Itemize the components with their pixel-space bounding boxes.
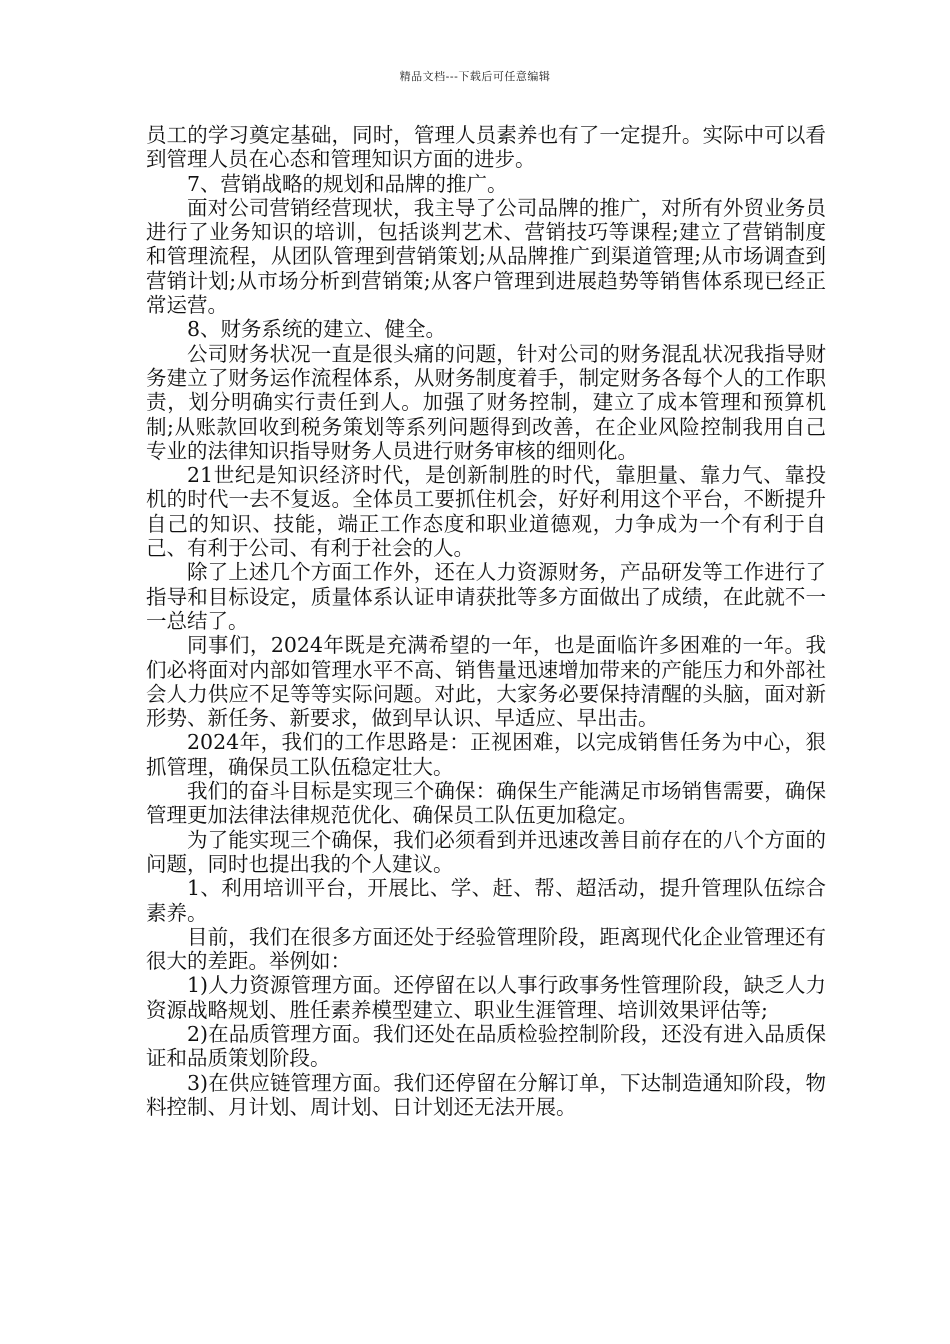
section-heading: 8、财务系统的建立、健全。 (187, 317, 447, 342)
paragraph: 同事们，2024年既是充满希望的一年，也是面临许多困难的一年。我们必将面对内部如管理水平不高、销售量迅速增加带来的产能压力和外部社会人力供应不足等等实际问题。对此，大家务必要保持清醒的头脑，面对新形势、新任务、新要求，做到早认识、早适应、早出击。 (146, 633, 826, 731)
document-body (146, 123, 826, 1119)
paragraph: 员工的学习奠定基础，同时，管理人员素养也有了一定提升。实际中可以看到管理人员在心态和管理知识方面的进步。 (146, 123, 826, 172)
paragraph: 2024年，我们的工作思路是：正视困难，以完成销售任务为中心，狠抓管理，确保员工队伍稳定壮大。 (146, 730, 826, 779)
paragraph: 除了上述几个方面工作外，还在人力资源财务，产品研发等工作进行了指导和目标设定，质量体系认证申请获批等多方面做出了成绩，在此就不一一总结了。 (146, 560, 826, 633)
page-header: 精品文档---下载后可任意编辑 (399, 70, 551, 83)
section-heading: 7、营销战略的规划和品牌的推广。 (187, 171, 508, 196)
paragraph: 我们的奋斗目标是实现三个确保：确保生产能满足市场销售需要，确保管理更加法律法律规范优化、确保员工队伍更加稳定。 (146, 779, 826, 828)
paragraph: 公司财务状况一直是很头痛的问题，针对公司的财务混乱状况我指导财务建立了财务运作流程体系，从财务制度着手，制定财务各每个人的工作职责，划分明确实行责任到人。加强了财务控制，建立了成本管理和预算机制;从账款回收到税务策划等系列问题得到改善，在企业风险控制我用自己专业的法律知识指导财务人员进行财务审核的细则化。 (146, 341, 826, 463)
paragraph: 目前，我们在很多方面还处于经验管理阶段，距离现代化企业管理还有很大的差距。举例如： (146, 924, 826, 974)
paragraph: 面对公司营销经营现状，我主导了公司品牌的推广，对所有外贸业务员进行了业务知识的培训，包括谈判艺术、营销技巧等课程;建立了营销制度和管理流程，从团队管理到营销策划;从品牌推广到渠道管理;从市场调查到营销计划;从市场分析到营销策;从客户管理到进展趋势等销售体系现已经正常运营。 (146, 195, 826, 318)
section-heading: 1、利用培训平台，开展比、学、赶、帮、超活动，提升管理队伍综合素养。 (146, 876, 826, 925)
list-item: 3)在供应链管理方面。我们还停留在分解订单，下达制造通知阶段，物料控制、月计划、周计划、日计划还无法开展。 (146, 1070, 826, 1119)
list-item: 1)人力资源管理方面。还停留在以人事行政事务性管理阶段，缺乏人力资源战略规划、胜任素养模型建立、职业生涯管理、培训效果评估等; (146, 973, 826, 1022)
paragraph: 21世纪是知识经济时代，是创新制胜的时代，靠胆量、靠力气、靠投机的时代一去不复返。全体员工要抓住机会，好好利用这个平台，不断提升自己的知识、技能，端正工作态度和职业道德观，力争成为一个有利于自己、有利于公司、有利于社会的人。 (146, 463, 826, 561)
list-item: 2)在品质管理方面。我们还处在品质检验控制阶段，还没有进入品质保证和品质策划阶段。 (146, 1021, 826, 1071)
paragraph: 为了能实现三个确保，我们必须看到并迅速改善目前存在的八个方面的问题，同时也提出我的个人建议。 (146, 827, 826, 876)
